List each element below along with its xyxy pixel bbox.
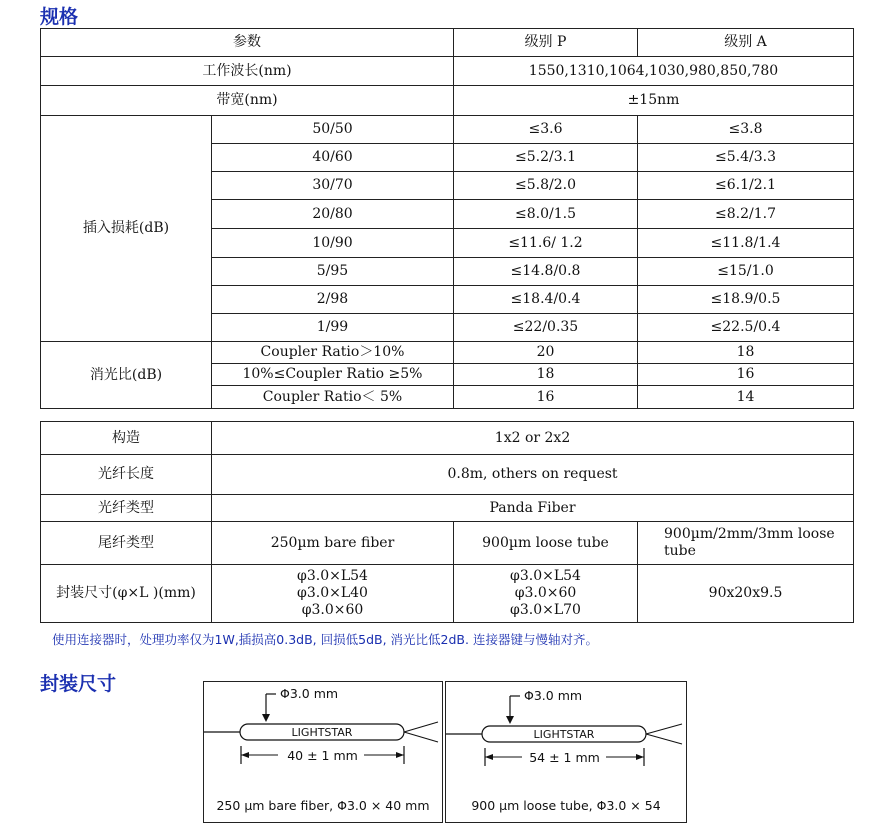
structure-row: [41, 422, 854, 455]
package-size-loose-tube: [454, 565, 638, 623]
length-label: 40 ± 1 mm: [287, 748, 358, 763]
pigtail-bare-fiber: 250µm bare fiber: [212, 522, 454, 565]
spec-table: [40, 28, 854, 409]
package-diagram-bare-fiber: [203, 681, 443, 823]
spec-heading: 规格: [40, 6, 79, 28]
extinction-row: [41, 342, 854, 364]
ratio-cell: 20/80: [212, 200, 454, 229]
wavelength-value: 1550,1310,1064,1030,980,850,780: [454, 57, 854, 86]
ratio-cell: 50/50: [212, 116, 454, 144]
grade-a-cell: ≤18.9/0.5: [638, 286, 854, 314]
insertion-loss-label: 插入损耗(dB): [41, 116, 212, 342]
grade-a-cell: ≤3.8: [638, 116, 854, 144]
diameter-label: Φ3.0 mm: [280, 686, 339, 701]
spec-header-row: [41, 29, 854, 57]
grade-p-cell: ≤3.6: [454, 116, 638, 144]
extinction-label: 消光比(dB): [41, 342, 212, 409]
grade-p-header: 级别 P: [454, 29, 638, 57]
package-size-item: φ3.0×60: [301, 602, 364, 618]
wavelength-row: [41, 57, 854, 86]
insertion-loss-row: [41, 116, 854, 144]
grade-a-cell: 18: [638, 342, 854, 364]
grade-a-header: 级别 A: [638, 29, 854, 57]
package-heading: 封装尺寸: [40, 673, 117, 695]
length-label: 54 ± 1 mm: [529, 750, 600, 765]
ratio-cell: 5/95: [212, 258, 454, 286]
ratio-cell: 2/98: [212, 286, 454, 314]
grade-a-cell: ≤8.2/1.7: [638, 200, 854, 229]
grade-a-cell: ≤11.8/1.4: [638, 229, 854, 258]
condition-cell: Coupler Ratio＜ 5%: [212, 386, 454, 409]
ratio-cell: 10/90: [212, 229, 454, 258]
brand-label: LIGHTSTAR: [291, 726, 353, 739]
grade-p-cell: ≤8.0/1.5: [454, 200, 638, 229]
fiber-type-label: 光纤类型: [41, 495, 212, 522]
condition-cell: Coupler Ratio＞10%: [212, 342, 454, 364]
build-table: [40, 421, 854, 623]
bandwidth-value: ±15nm: [454, 86, 854, 116]
wavelength-label: 工作波长(nm): [41, 57, 454, 86]
ratio-cell: 40/60: [212, 144, 454, 172]
package-size-row: [41, 565, 854, 623]
param-header: 参数: [41, 29, 454, 57]
ratio-cell: 1/99: [212, 314, 454, 342]
connector-note: 使用连接器时，处理功率仅为1W,插损高0.3dB, 回损低5dB, 消光比低2dB. 连接器键与慢轴对齐。: [52, 632, 598, 647]
fiber-type-row: [41, 495, 854, 522]
fiber-length-value: 0.8m, others on request: [212, 455, 854, 495]
package-size-item: φ3.0×60: [514, 585, 577, 601]
grade-a-cell: ≤6.1/2.1: [638, 172, 854, 200]
grade-p-cell: ≤5.8/2.0: [454, 172, 638, 200]
package-size-item: φ3.0×L54: [297, 568, 368, 584]
bandwidth-row: [41, 86, 854, 116]
package-size-item: φ3.0×L70: [510, 602, 581, 618]
grade-a-cell: ≤22.5/0.4: [638, 314, 854, 342]
package-size-module: 90x20x9.5: [638, 565, 854, 623]
brand-label: LIGHTSTAR: [533, 728, 595, 741]
package-size-bare-fiber: [212, 565, 454, 623]
condition-cell: 10%≤Coupler Ratio ≥5%: [212, 364, 454, 386]
grade-p-cell: ≤5.2/3.1: [454, 144, 638, 172]
grade-a-cell: ≤15/1.0: [638, 258, 854, 286]
grade-a-cell: 14: [638, 386, 854, 409]
diagram-caption: 900 µm loose tube, Φ3.0 × 54: [471, 798, 661, 813]
grade-p-cell: 16: [454, 386, 638, 409]
package-size-label: 封装尺寸(φ×L )(mm): [41, 565, 212, 623]
pigtail-row: [41, 522, 854, 565]
grade-a-cell: ≤5.4/3.3: [638, 144, 854, 172]
grade-p-cell: ≤11.6/ 1.2: [454, 229, 638, 258]
structure-label: 构造: [41, 422, 212, 455]
structure-value: 1x2 or 2x2: [212, 422, 854, 455]
grade-p-cell: ≤18.4/0.4: [454, 286, 638, 314]
bandwidth-label: 带宽(nm): [41, 86, 454, 116]
pigtail-loose-tube: 900µm loose tube: [454, 522, 638, 565]
fiber-length-row: [41, 455, 854, 495]
grade-p-cell: ≤14.8/0.8: [454, 258, 638, 286]
pigtail-label: 尾纤类型: [41, 522, 212, 565]
fiber-length-label: 光纤长度: [41, 455, 212, 495]
ratio-cell: 30/70: [212, 172, 454, 200]
pigtail-loose-tube-options: 900µm/2mm/3mm loose tube: [638, 522, 854, 565]
diagram-caption: 250 µm bare fiber, Φ3.0 × 40 mm: [216, 798, 430, 813]
fiber-type-value: Panda Fiber: [212, 495, 854, 522]
diameter-label: Φ3.0 mm: [524, 688, 583, 703]
grade-a-cell: 16: [638, 364, 854, 386]
grade-p-cell: 18: [454, 364, 638, 386]
grade-p-cell: ≤22/0.35: [454, 314, 638, 342]
grade-p-cell: 20: [454, 342, 638, 364]
package-size-item: φ3.0×L54: [510, 568, 581, 584]
package-diagram-loose-tube: [445, 681, 687, 823]
package-size-item: φ3.0×L40: [297, 585, 368, 601]
